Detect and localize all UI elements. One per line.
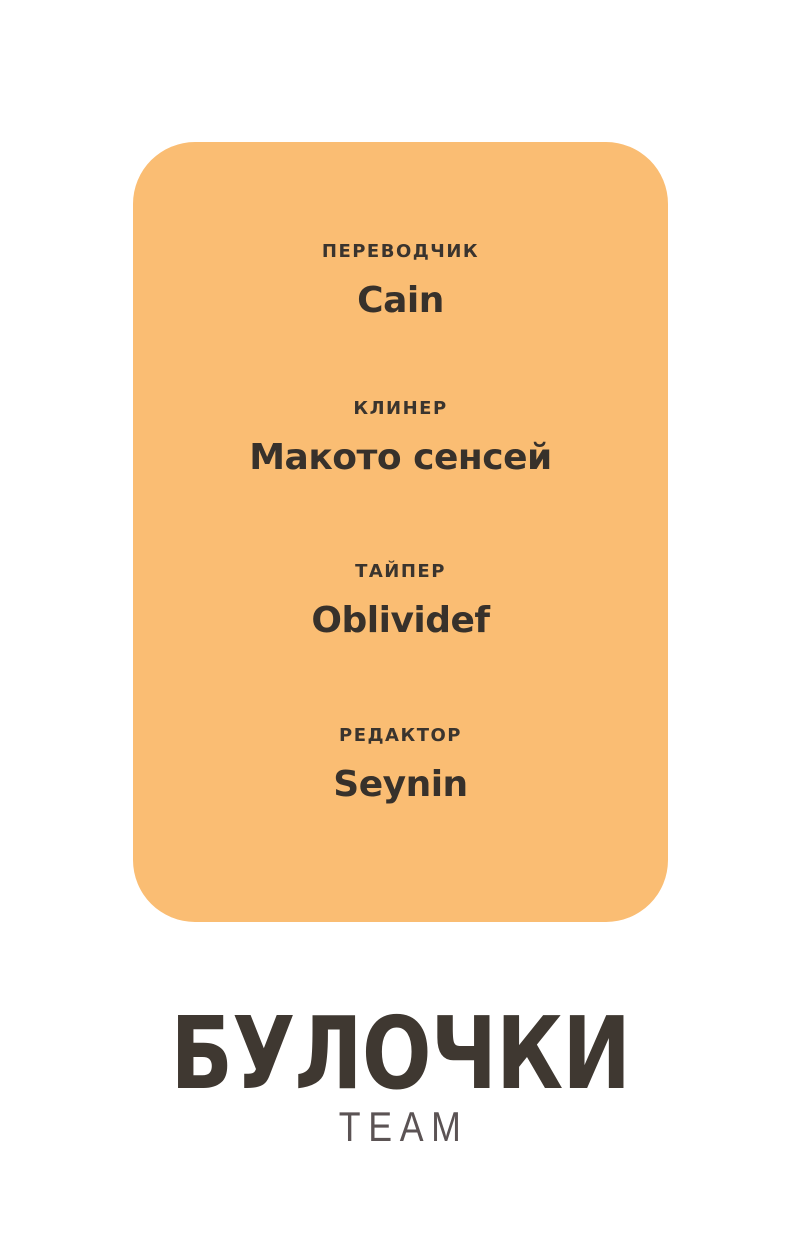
credits-card	[133, 142, 668, 922]
team-logo-title	[0, 994, 800, 1114]
credit-section-translator	[133, 240, 668, 325]
credit-role-label: КЛИНЕР	[353, 398, 448, 419]
team-logo-title-text: БУЛОЧКИ	[170, 995, 630, 1112]
team-logo-subtitle	[0, 1103, 800, 1151]
credit-section-cleaner	[133, 397, 668, 482]
credit-name: Oblividef	[311, 600, 490, 641]
team-logo-subtitle-text: TEAM	[338, 1103, 469, 1150]
credit-section-typesetter	[133, 560, 668, 645]
credit-section-editor	[133, 724, 668, 809]
credit-name: Макото сенсей	[249, 437, 552, 478]
credit-name: Cain	[357, 280, 444, 321]
credit-role-label: ПЕРЕВОДЧИК	[321, 241, 480, 262]
credit-name: Seynin	[333, 764, 468, 805]
credit-role-label: РЕДАКТОР	[339, 725, 462, 746]
credit-role-label: ТАЙПЕР	[355, 561, 446, 582]
